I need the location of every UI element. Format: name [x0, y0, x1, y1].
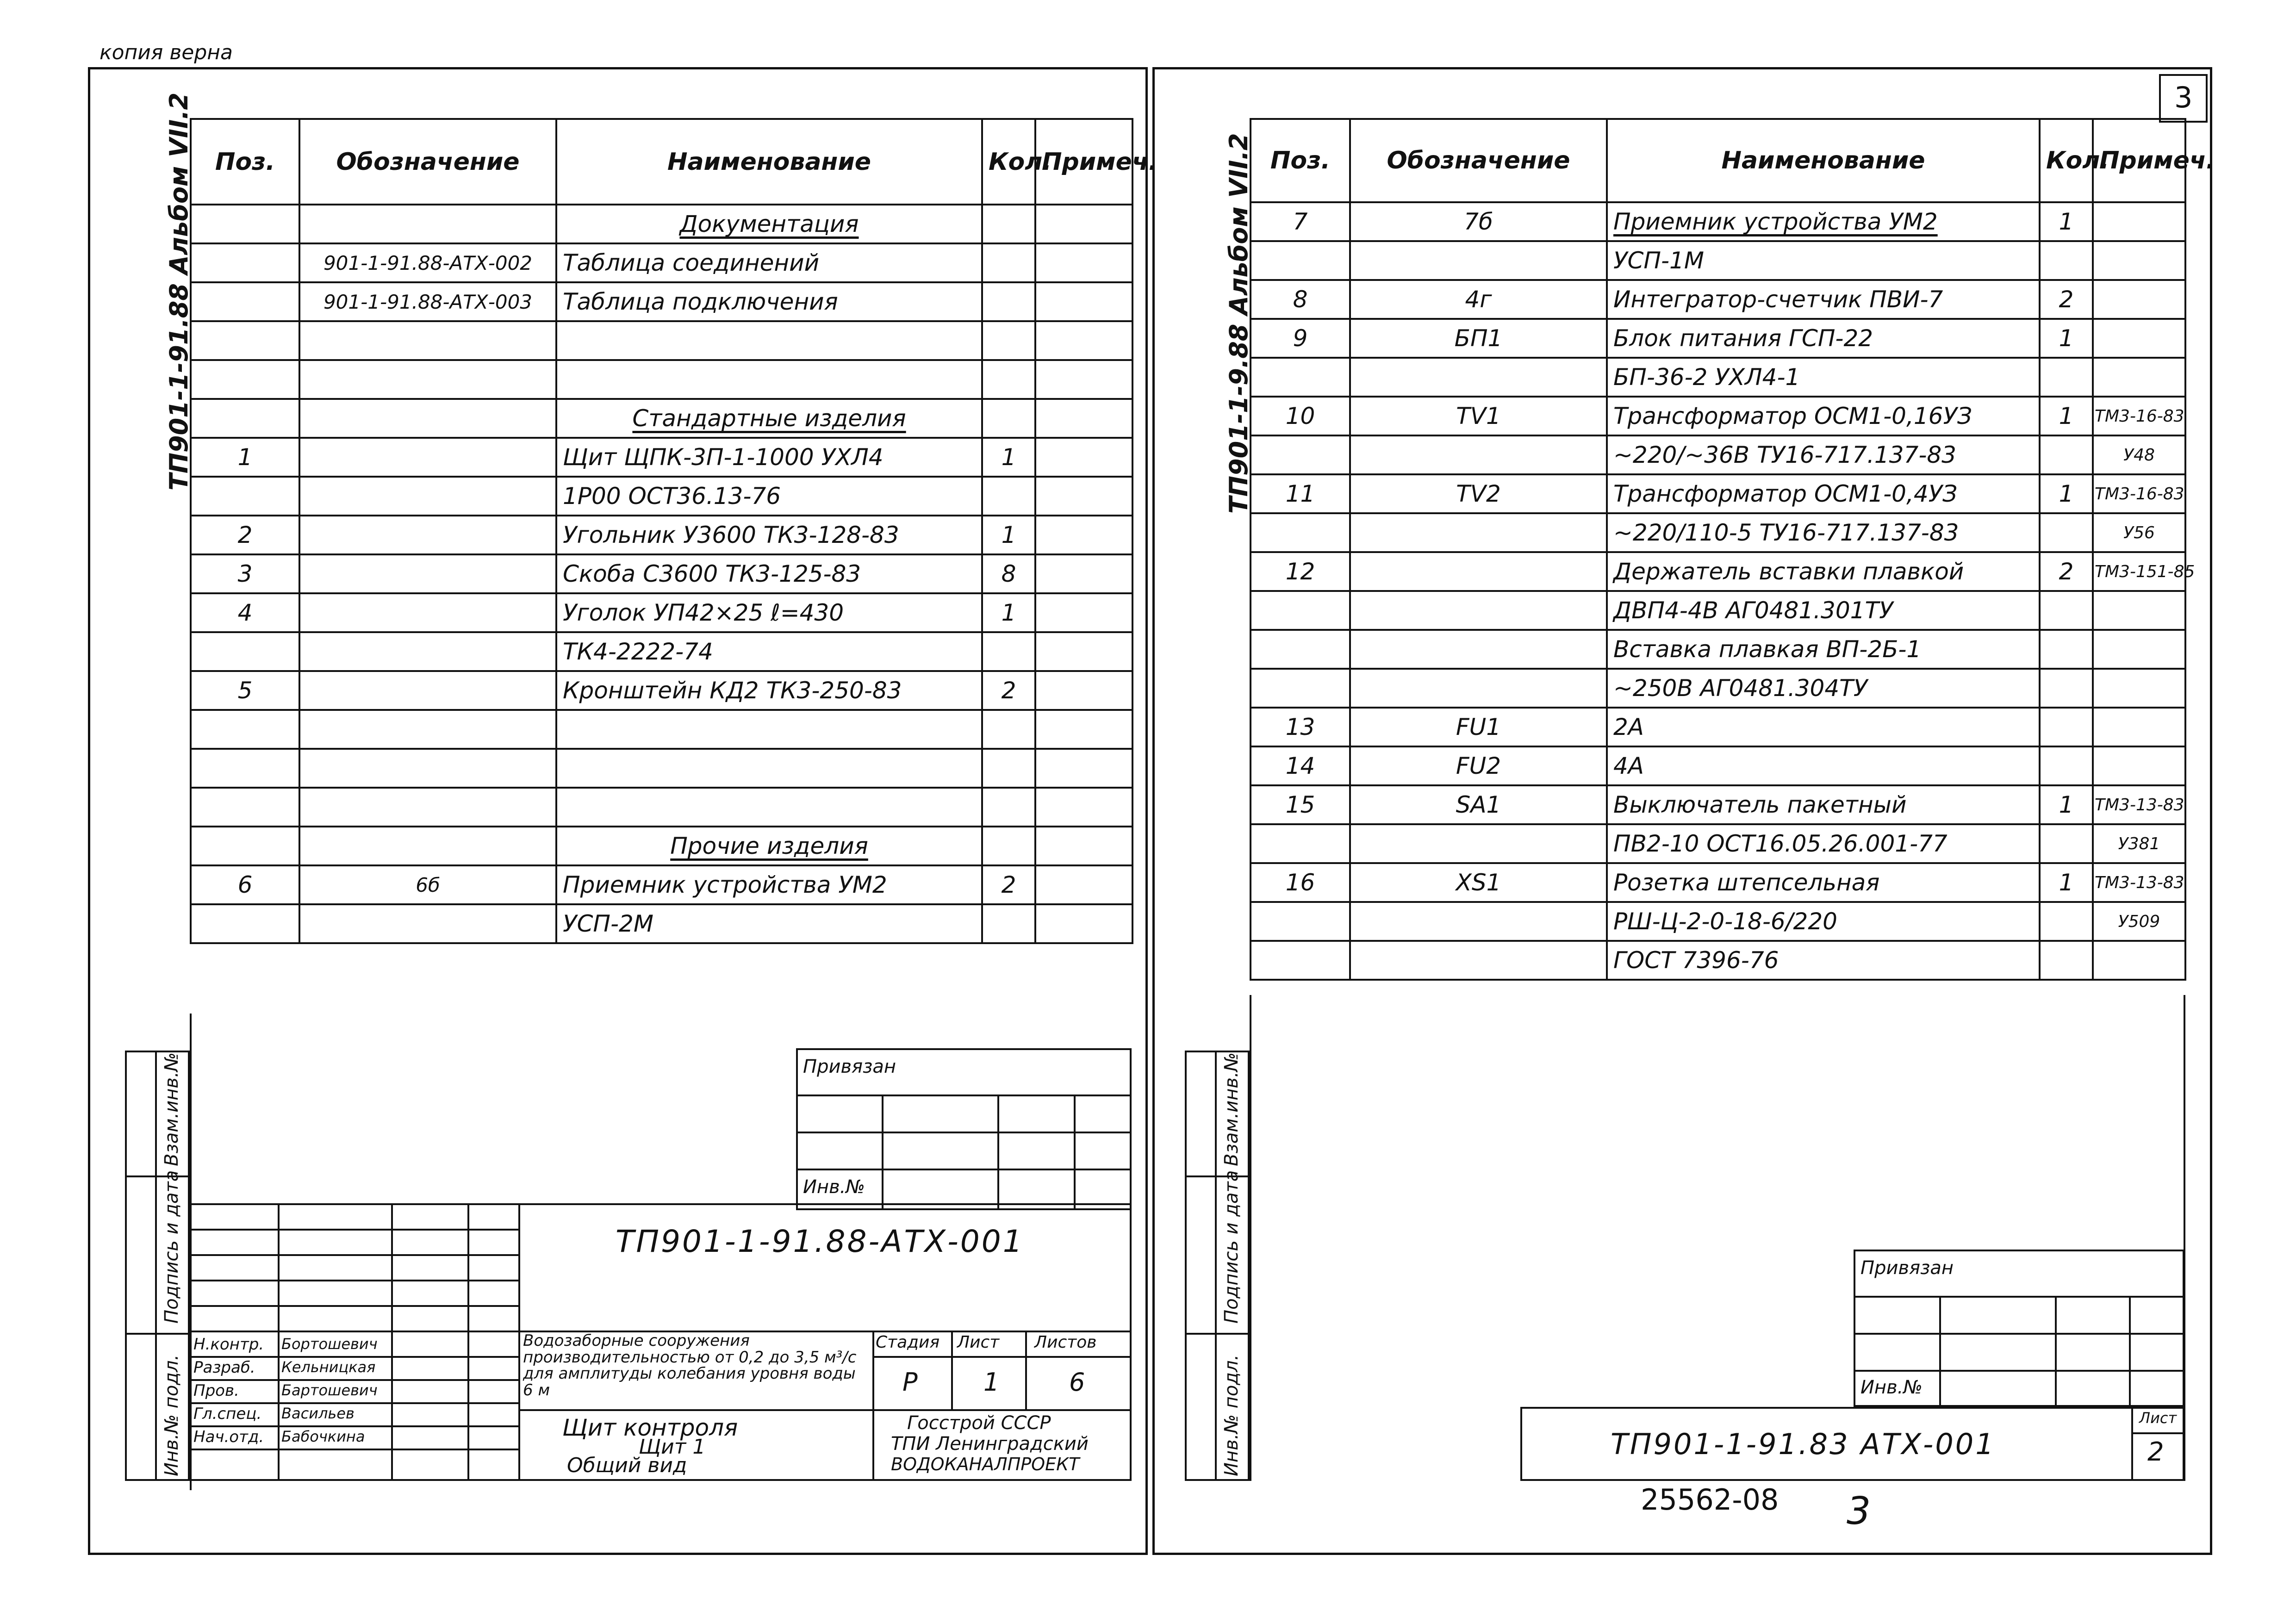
right-cell-note [2093, 630, 2185, 669]
left-cell-des [299, 788, 556, 827]
left-cell-pos [191, 632, 299, 671]
right-cell-qty [2040, 630, 2093, 669]
left-cell-pos [191, 827, 299, 865]
left-cell-name [556, 788, 982, 827]
left-cell-des [299, 710, 556, 749]
left-cell-des [299, 516, 556, 554]
right-cell-des: 7б [1350, 202, 1607, 241]
left-cell-note [1035, 205, 1132, 243]
left-cell-name: Угольник У3600 ТК3-128-83 [556, 516, 982, 554]
right-cell-pos [1251, 435, 1350, 474]
left-cell-qty [982, 321, 1035, 360]
table-row [1251, 552, 2185, 591]
right-cell-pos: 12 [1251, 552, 1350, 591]
right-cell-name: БП-36-2 УХЛ4-1 [1607, 358, 2040, 397]
table-row [1251, 474, 2185, 513]
stamp-role-2: Разраб. [193, 1358, 255, 1377]
right-doc-code: ТП901-1-91.83 АТХ-001 [1611, 1427, 1996, 1461]
table-row [191, 282, 1132, 321]
left-cell-des [299, 360, 556, 399]
right-cell-note: ТМ3-13-83 [2093, 863, 2185, 902]
left-spec-table [190, 118, 1158, 944]
table-row [191, 554, 1132, 593]
right-cell-name: Розетка штепсельная [1607, 863, 2040, 902]
right-cell-pos: 16 [1251, 863, 1350, 902]
sheet-value: 1 [983, 1368, 1000, 1397]
stamp-role-1: Н.контр. [193, 1335, 264, 1354]
right-cell-name: УСП-1М [1607, 241, 2040, 280]
left-cell-pos: 4 [191, 593, 299, 632]
sheets-label: Листов [1034, 1333, 1097, 1352]
table-row [1251, 941, 2185, 980]
right-cell-name: 2А [1607, 708, 2040, 746]
left-cell-des [299, 632, 556, 671]
left-cell-des [299, 321, 556, 360]
left-cell-pos: 1 [191, 438, 299, 477]
right-cell-name: ДВП4-4В АГ0481.301ТУ [1607, 591, 2040, 630]
left-cell-note [1035, 516, 1132, 554]
right-cell-pos [1251, 241, 1350, 280]
left-cell-name: УСП-2М [556, 904, 982, 943]
right-cell-pos [1251, 669, 1350, 708]
right-cell-note: ТМ3-16-83 [2093, 474, 2185, 513]
stage-value: Р [902, 1368, 918, 1397]
stamp-role-5: Нач.отд. [193, 1428, 264, 1446]
right-cell-note [2093, 669, 2185, 708]
right-cell-qty [2040, 669, 2093, 708]
right-cell-note: ТМ3-16-83 [2093, 397, 2185, 435]
table-row [1251, 863, 2185, 902]
left-header-2: Наименование [556, 119, 982, 205]
table-row [191, 904, 1132, 943]
right-cell-des: TV1 [1350, 397, 1607, 435]
left-cell-des [299, 438, 556, 477]
left-cell-qty [982, 399, 1035, 438]
right-cell-pos [1251, 902, 1350, 941]
stamp-role-3: Пров. [193, 1381, 239, 1400]
left-cell-note [1035, 477, 1132, 516]
right-cell-qty [2040, 708, 2093, 746]
left-cell-name: Таблица соединений [556, 243, 982, 282]
left-cell-qty [982, 477, 1035, 516]
left-cell-des [299, 477, 556, 516]
right-cell-pos [1251, 941, 1350, 980]
org-1: Госстрой СССР [907, 1412, 1051, 1434]
left-cell-pos [191, 282, 299, 321]
table-row [1251, 630, 2185, 669]
right-cell-note: У381 [2093, 824, 2185, 863]
right-cell-name: ПВ2-10 ОСТ16.05.26.001-77 [1607, 824, 2040, 863]
right-cell-name: Приемник устройства УМ2 [1607, 202, 2040, 241]
right-cell-note [2093, 241, 2185, 280]
left-cell-note [1035, 827, 1132, 865]
table-row [191, 243, 1132, 282]
left-cell-qty: 2 [982, 671, 1035, 710]
right-cell-note: У48 [2093, 435, 2185, 474]
right-cell-note [2093, 358, 2185, 397]
project-title: Водозаборные сооружения производительностью от 0,2 до 3,5 м³/с для амплитуды колебания уровня воды 6 м [523, 1331, 857, 1400]
right-cell-pos [1251, 630, 1350, 669]
right-cell-name: Трансформатор ОСМ1-0,16УЗ [1607, 397, 2040, 435]
archive-number: 25562-08 [1641, 1483, 1779, 1517]
left-cell-name: Таблица подключения [556, 282, 982, 321]
left-cell-des: 901-1-91.88-АТХ-003 [299, 282, 556, 321]
right-cell-name: Выключатель пакетный [1607, 785, 2040, 824]
right-header-3: Кол. [2040, 119, 2093, 202]
right-cell-qty [2040, 591, 2093, 630]
right-cell-des: FU1 [1350, 708, 1607, 746]
right-list-label: Лист [2139, 1409, 2177, 1427]
left-cell-qty [982, 360, 1035, 399]
left-cell-pos [191, 360, 299, 399]
left-cell-pos: 5 [191, 671, 299, 710]
right-cell-des [1350, 591, 1607, 630]
stamp-name-1: Бортошевич [281, 1335, 378, 1353]
copy-note: копия верна [100, 41, 233, 64]
right-cell-des: XS1 [1350, 863, 1607, 902]
left-cell-pos [191, 477, 299, 516]
left-cell-note [1035, 865, 1132, 904]
right-cell-note: У56 [2093, 513, 2185, 552]
table-row [191, 632, 1132, 671]
sheet-label: Лист [957, 1333, 1000, 1352]
right-cell-pos: 13 [1251, 708, 1350, 746]
table-row [1251, 785, 2185, 824]
right-vzam-inv: Взам.инв.№ [1221, 1052, 1242, 1166]
left-cell-name [556, 360, 982, 399]
right-cell-qty: 1 [2040, 785, 2093, 824]
right-spec-table [1250, 118, 2215, 981]
left-cell-name: Кронштейн КД2 ТК3-250-83 [556, 671, 982, 710]
right-cell-pos: 11 [1251, 474, 1350, 513]
right-cell-qty: 1 [2040, 319, 2093, 358]
left-cell-des [299, 593, 556, 632]
table-row [191, 360, 1132, 399]
right-cell-des [1350, 552, 1607, 591]
table-row [1251, 902, 2185, 941]
right-cell-des: TV2 [1350, 474, 1607, 513]
table-row [191, 593, 1132, 632]
drawing-title-3: Общий вид [567, 1454, 687, 1477]
right-cell-name: ~220/110-5 ТУ16-717.137-83 [1607, 513, 2040, 552]
left-cell-qty [982, 827, 1035, 865]
right-cell-des [1350, 358, 1607, 397]
right-cell-name: Блок питания ГСП-22 [1607, 319, 2040, 358]
left-cell-pos [191, 399, 299, 438]
right-cell-des [1350, 902, 1607, 941]
left-header-4: Примеч. [1035, 119, 1132, 205]
left-cell-name: Документация [556, 205, 982, 243]
left-cell-name: Скоба С3600 ТК3-125-83 [556, 554, 982, 593]
table-row [191, 438, 1132, 477]
right-cell-qty: 2 [2040, 552, 2093, 591]
table-row [1251, 202, 2185, 241]
right-cell-name: Интегратор-счетчик ПВИ-7 [1607, 280, 2040, 319]
right-cell-name: РШ-Ц-2-0-18-6/220 [1607, 902, 2040, 941]
left-cell-des [299, 554, 556, 593]
left-inv-podl: Инв.№ подл. [161, 1354, 182, 1476]
right-cell-des: SA1 [1350, 785, 1607, 824]
handwritten-3: 3 [1847, 1489, 1871, 1533]
left-cell-name: ТК4-2222-74 [556, 632, 982, 671]
left-cell-qty: 1 [982, 516, 1035, 554]
stamp-name-4: Васильев [281, 1405, 355, 1422]
left-side-label: ТП901-1-91.88 Альбом VII.2 [164, 92, 193, 491]
left-cell-note [1035, 399, 1132, 438]
table-row [191, 205, 1132, 243]
left-header-0: Поз. [191, 119, 299, 205]
left-cell-name [556, 710, 982, 749]
right-side-label: ТП901-1-9.88 Альбом VII.2 [1224, 133, 1253, 514]
right-cell-qty [2040, 513, 2093, 552]
table-row [1251, 591, 2185, 630]
left-cell-des [299, 827, 556, 865]
left-cell-des: 901-1-91.88-АТХ-002 [299, 243, 556, 282]
left-cell-name: Стандартные изделия [556, 399, 982, 438]
table-row [1251, 397, 2185, 435]
left-cell-name [556, 321, 982, 360]
left-cell-qty [982, 205, 1035, 243]
right-privyazan-label: Привязан [1860, 1257, 1954, 1279]
left-cell-des [299, 205, 556, 243]
table-row [191, 749, 1132, 788]
org-3: ВОДОКАНАЛПРОЕКТ [891, 1454, 1080, 1474]
left-cell-qty [982, 749, 1035, 788]
right-cell-des [1350, 513, 1607, 552]
left-cell-name: Щит ЩПК-3П-1-1000 УХЛ4 [556, 438, 982, 477]
right-cell-name: Вставка плавкая ВП-2Б-1 [1607, 630, 2040, 669]
left-cell-pos [191, 788, 299, 827]
right-cell-des: FU2 [1350, 746, 1607, 785]
left-cell-pos: 2 [191, 516, 299, 554]
left-cell-note [1035, 282, 1132, 321]
right-cell-des [1350, 435, 1607, 474]
right-cell-pos [1251, 358, 1350, 397]
stamp-name-3: Бартошевич [281, 1381, 378, 1399]
right-cell-des [1350, 669, 1607, 708]
right-cell-qty: 1 [2040, 863, 2093, 902]
table-row [1251, 824, 2185, 863]
right-cell-qty [2040, 824, 2093, 863]
left-cell-pos: 6 [191, 865, 299, 904]
left-podpis: Подпись и дата [161, 1170, 182, 1324]
right-cell-pos: 14 [1251, 746, 1350, 785]
right-cell-qty: 1 [2040, 397, 2093, 435]
left-cell-qty: 1 [982, 438, 1035, 477]
left-cell-pos [191, 205, 299, 243]
table-row [191, 399, 1132, 438]
left-doc-code: ТП901-1-91.88-АТХ-001 [616, 1224, 1024, 1259]
left-cell-qty: 2 [982, 865, 1035, 904]
left-cell-pos [191, 710, 299, 749]
right-header-4: Примеч. [2093, 119, 2185, 202]
table-row [1251, 746, 2185, 785]
table-row [191, 477, 1132, 516]
right-cell-name: 4А [1607, 746, 2040, 785]
left-cell-des [299, 399, 556, 438]
left-header-1: Обозначение [299, 119, 556, 205]
right-cell-pos [1251, 591, 1350, 630]
right-inv-label: Инв.№ [1860, 1377, 1923, 1398]
table-row [1251, 280, 2185, 319]
right-inv-podl: Инв.№ подл. [1221, 1354, 1242, 1476]
table-row [1251, 319, 2185, 358]
stamp-name-5: Бабочкина [281, 1428, 365, 1445]
right-cell-des [1350, 241, 1607, 280]
sheet-number: 3 [2174, 81, 2193, 114]
left-cell-qty [982, 632, 1035, 671]
table-row [1251, 435, 2185, 474]
right-cell-qty [2040, 746, 2093, 785]
right-cell-name: Трансформатор ОСМ1-0,4УЗ [1607, 474, 2040, 513]
org-2: ТПИ Ленинградский [891, 1433, 1089, 1455]
right-cell-pos [1251, 513, 1350, 552]
table-row [1251, 513, 2185, 552]
right-cell-pos: 7 [1251, 202, 1350, 241]
right-cell-pos: 8 [1251, 280, 1350, 319]
left-cell-note [1035, 243, 1132, 282]
drawing-title-1: Щит контроля [562, 1414, 738, 1441]
left-inv-label: Инв.№ [803, 1176, 865, 1198]
right-cell-name: ~220/~36В ТУ16-717.137-83 [1607, 435, 2040, 474]
left-cell-name [556, 749, 982, 788]
left-privyazan-label: Привязан [803, 1056, 896, 1077]
left-cell-note [1035, 749, 1132, 788]
left-cell-name: Уголок УП42×25 ℓ=430 [556, 593, 982, 632]
right-cell-qty [2040, 358, 2093, 397]
right-header-0: Поз. [1251, 119, 1350, 202]
right-cell-note [2093, 746, 2185, 785]
left-cell-pos [191, 749, 299, 788]
right-header-1: Обозначение [1350, 119, 1607, 202]
right-cell-qty [2040, 941, 2093, 980]
right-cell-des [1350, 941, 1607, 980]
right-cell-qty [2040, 902, 2093, 941]
right-list-number: 2 [2147, 1437, 2164, 1467]
right-cell-note [2093, 941, 2185, 980]
left-cell-note [1035, 710, 1132, 749]
left-cell-note [1035, 321, 1132, 360]
stamp-name-2: Кельницкая [281, 1358, 376, 1376]
left-cell-name: Приемник устройства УМ2 [556, 865, 982, 904]
left-header-3: Кол. [982, 119, 1035, 205]
left-cell-note [1035, 788, 1132, 827]
left-cell-qty [982, 710, 1035, 749]
right-cell-pos [1251, 824, 1350, 863]
left-vzam-inv: Взам.инв.№ [161, 1052, 182, 1166]
right-cell-note [2093, 319, 2185, 358]
right-cell-qty [2040, 435, 2093, 474]
left-cell-des [299, 904, 556, 943]
right-cell-qty [2040, 241, 2093, 280]
right-cell-qty: 1 [2040, 474, 2093, 513]
table-row [1251, 358, 2185, 397]
left-cell-pos [191, 243, 299, 282]
left-cell-pos: 3 [191, 554, 299, 593]
right-cell-pos: 10 [1251, 397, 1350, 435]
stage-label: Стадия [876, 1333, 940, 1352]
table-row [191, 788, 1132, 827]
table-row [191, 865, 1132, 904]
left-cell-note [1035, 632, 1132, 671]
right-cell-qty: 1 [2040, 202, 2093, 241]
left-cell-qty [982, 904, 1035, 943]
right-cell-pos: 9 [1251, 319, 1350, 358]
table-row [191, 710, 1132, 749]
right-cell-note [2093, 708, 2185, 746]
left-cell-qty [982, 788, 1035, 827]
stamp-role-4: Гл.спец. [193, 1405, 262, 1423]
right-podpis: Подпись и дата [1221, 1170, 1242, 1324]
right-cell-des: 4г [1350, 280, 1607, 319]
right-cell-note: У509 [2093, 902, 2185, 941]
table-row [191, 516, 1132, 554]
table-row [191, 827, 1132, 865]
left-cell-qty: 1 [982, 593, 1035, 632]
right-cell-name: ~250В АГ0481.304ТУ [1607, 669, 2040, 708]
left-cell-note [1035, 360, 1132, 399]
table-row [191, 671, 1132, 710]
right-cell-des: БП1 [1350, 319, 1607, 358]
left-cell-qty [982, 243, 1035, 282]
left-cell-note [1035, 554, 1132, 593]
left-cell-pos [191, 904, 299, 943]
right-header-2: Наименование [1607, 119, 2040, 202]
left-cell-qty: 8 [982, 554, 1035, 593]
right-cell-des [1350, 630, 1607, 669]
right-cell-name: Держатель вставки плавкой [1607, 552, 2040, 591]
table-row [1251, 669, 2185, 708]
right-cell-note: ТМ3-151-85 [2093, 552, 2185, 591]
left-cell-pos [191, 321, 299, 360]
left-cell-name: 1Р00 ОСТ36.13-76 [556, 477, 982, 516]
sheets-value: 6 [1069, 1368, 1085, 1397]
left-cell-note [1035, 438, 1132, 477]
right-cell-note [2093, 280, 2185, 319]
table-row [191, 321, 1132, 360]
right-cell-qty: 2 [2040, 280, 2093, 319]
right-cell-note: ТМ3-13-83 [2093, 785, 2185, 824]
left-cell-des [299, 671, 556, 710]
right-cell-pos: 15 [1251, 785, 1350, 824]
left-cell-qty [982, 282, 1035, 321]
table-row [1251, 241, 2185, 280]
table-row [1251, 708, 2185, 746]
right-cell-des [1350, 824, 1607, 863]
left-cell-des [299, 749, 556, 788]
right-cell-note [2093, 202, 2185, 241]
left-cell-name: Прочие изделия [556, 827, 982, 865]
left-cell-des: 6б [299, 865, 556, 904]
left-cell-note [1035, 671, 1132, 710]
right-cell-name: ГОСТ 7396-76 [1607, 941, 2040, 980]
left-cell-note [1035, 904, 1132, 943]
drawing-title-2: Щит 1 [639, 1435, 706, 1459]
left-cell-note [1035, 593, 1132, 632]
right-cell-note [2093, 591, 2185, 630]
